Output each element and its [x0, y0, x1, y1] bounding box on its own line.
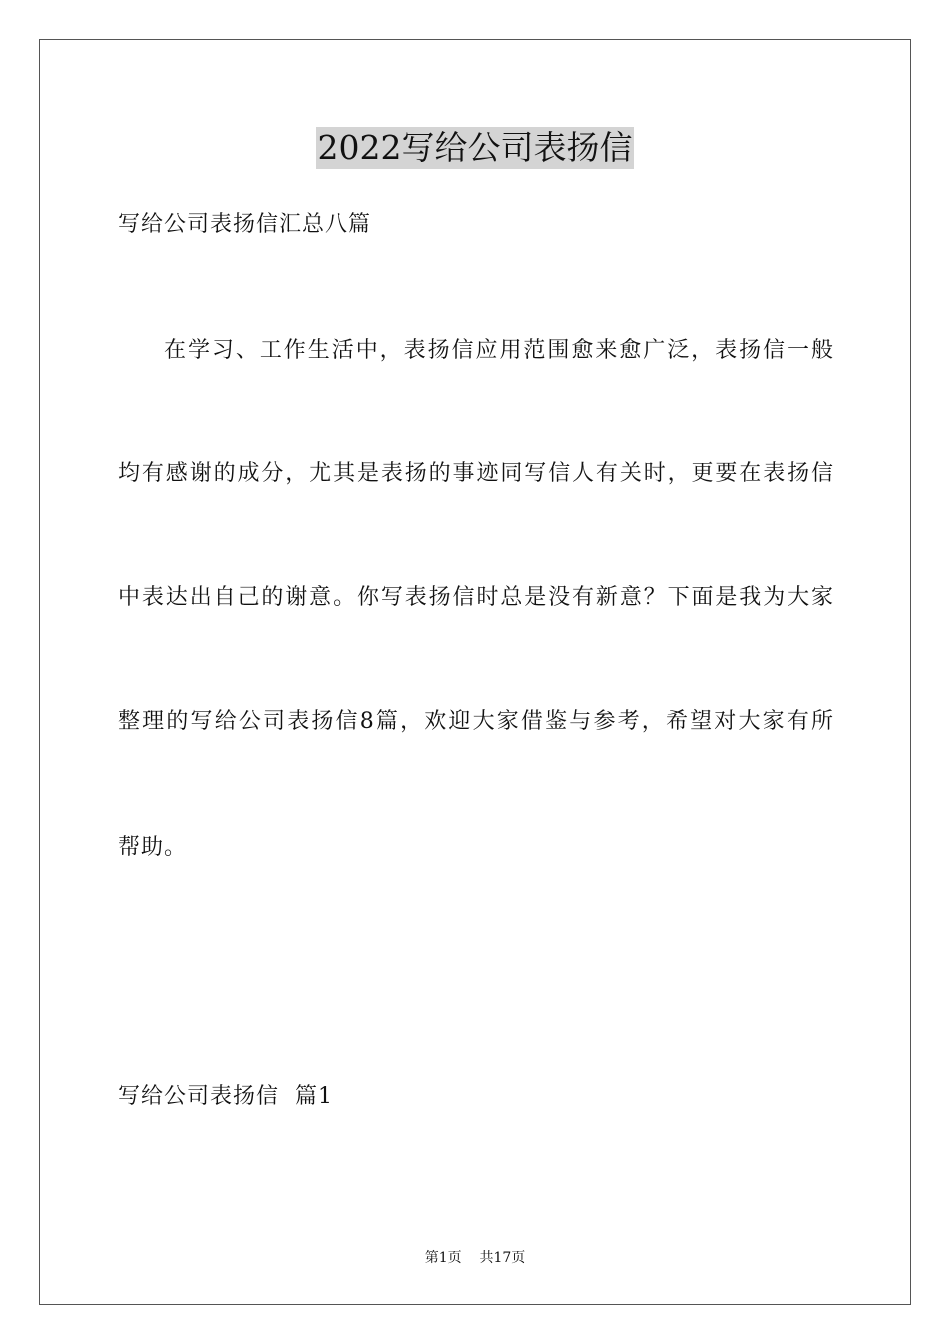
intro-paragraph-line: 整理的写给公司表扬信8篇，欢迎大家借鉴与参考，希望对大家有所	[118, 709, 833, 734]
page-number-footer: 第1页 共17页	[424, 1250, 526, 1266]
section-heading: 写给公司表扬信 篇1	[118, 1084, 333, 1109]
title-container	[0, 127, 950, 169]
intro-paragraph-line: 帮助。	[118, 835, 188, 860]
intro-paragraph-line: 均有感谢的成分，尤其是表扬的事迹同写信人有关时，更要在表扬信	[118, 461, 833, 486]
intro-paragraph-line: 在学习、工作生活中，表扬信应用范围愈来愈广泛，表扬信一般	[164, 338, 833, 363]
document-subtitle: 写给公司表扬信汇总八篇	[118, 212, 372, 237]
document-title: 2022写给公司表扬信	[317, 128, 633, 167]
intro-paragraph-line: 中表达出自己的谢意。你写表扬信时总是没有新意？下面是我为大家	[118, 585, 833, 610]
